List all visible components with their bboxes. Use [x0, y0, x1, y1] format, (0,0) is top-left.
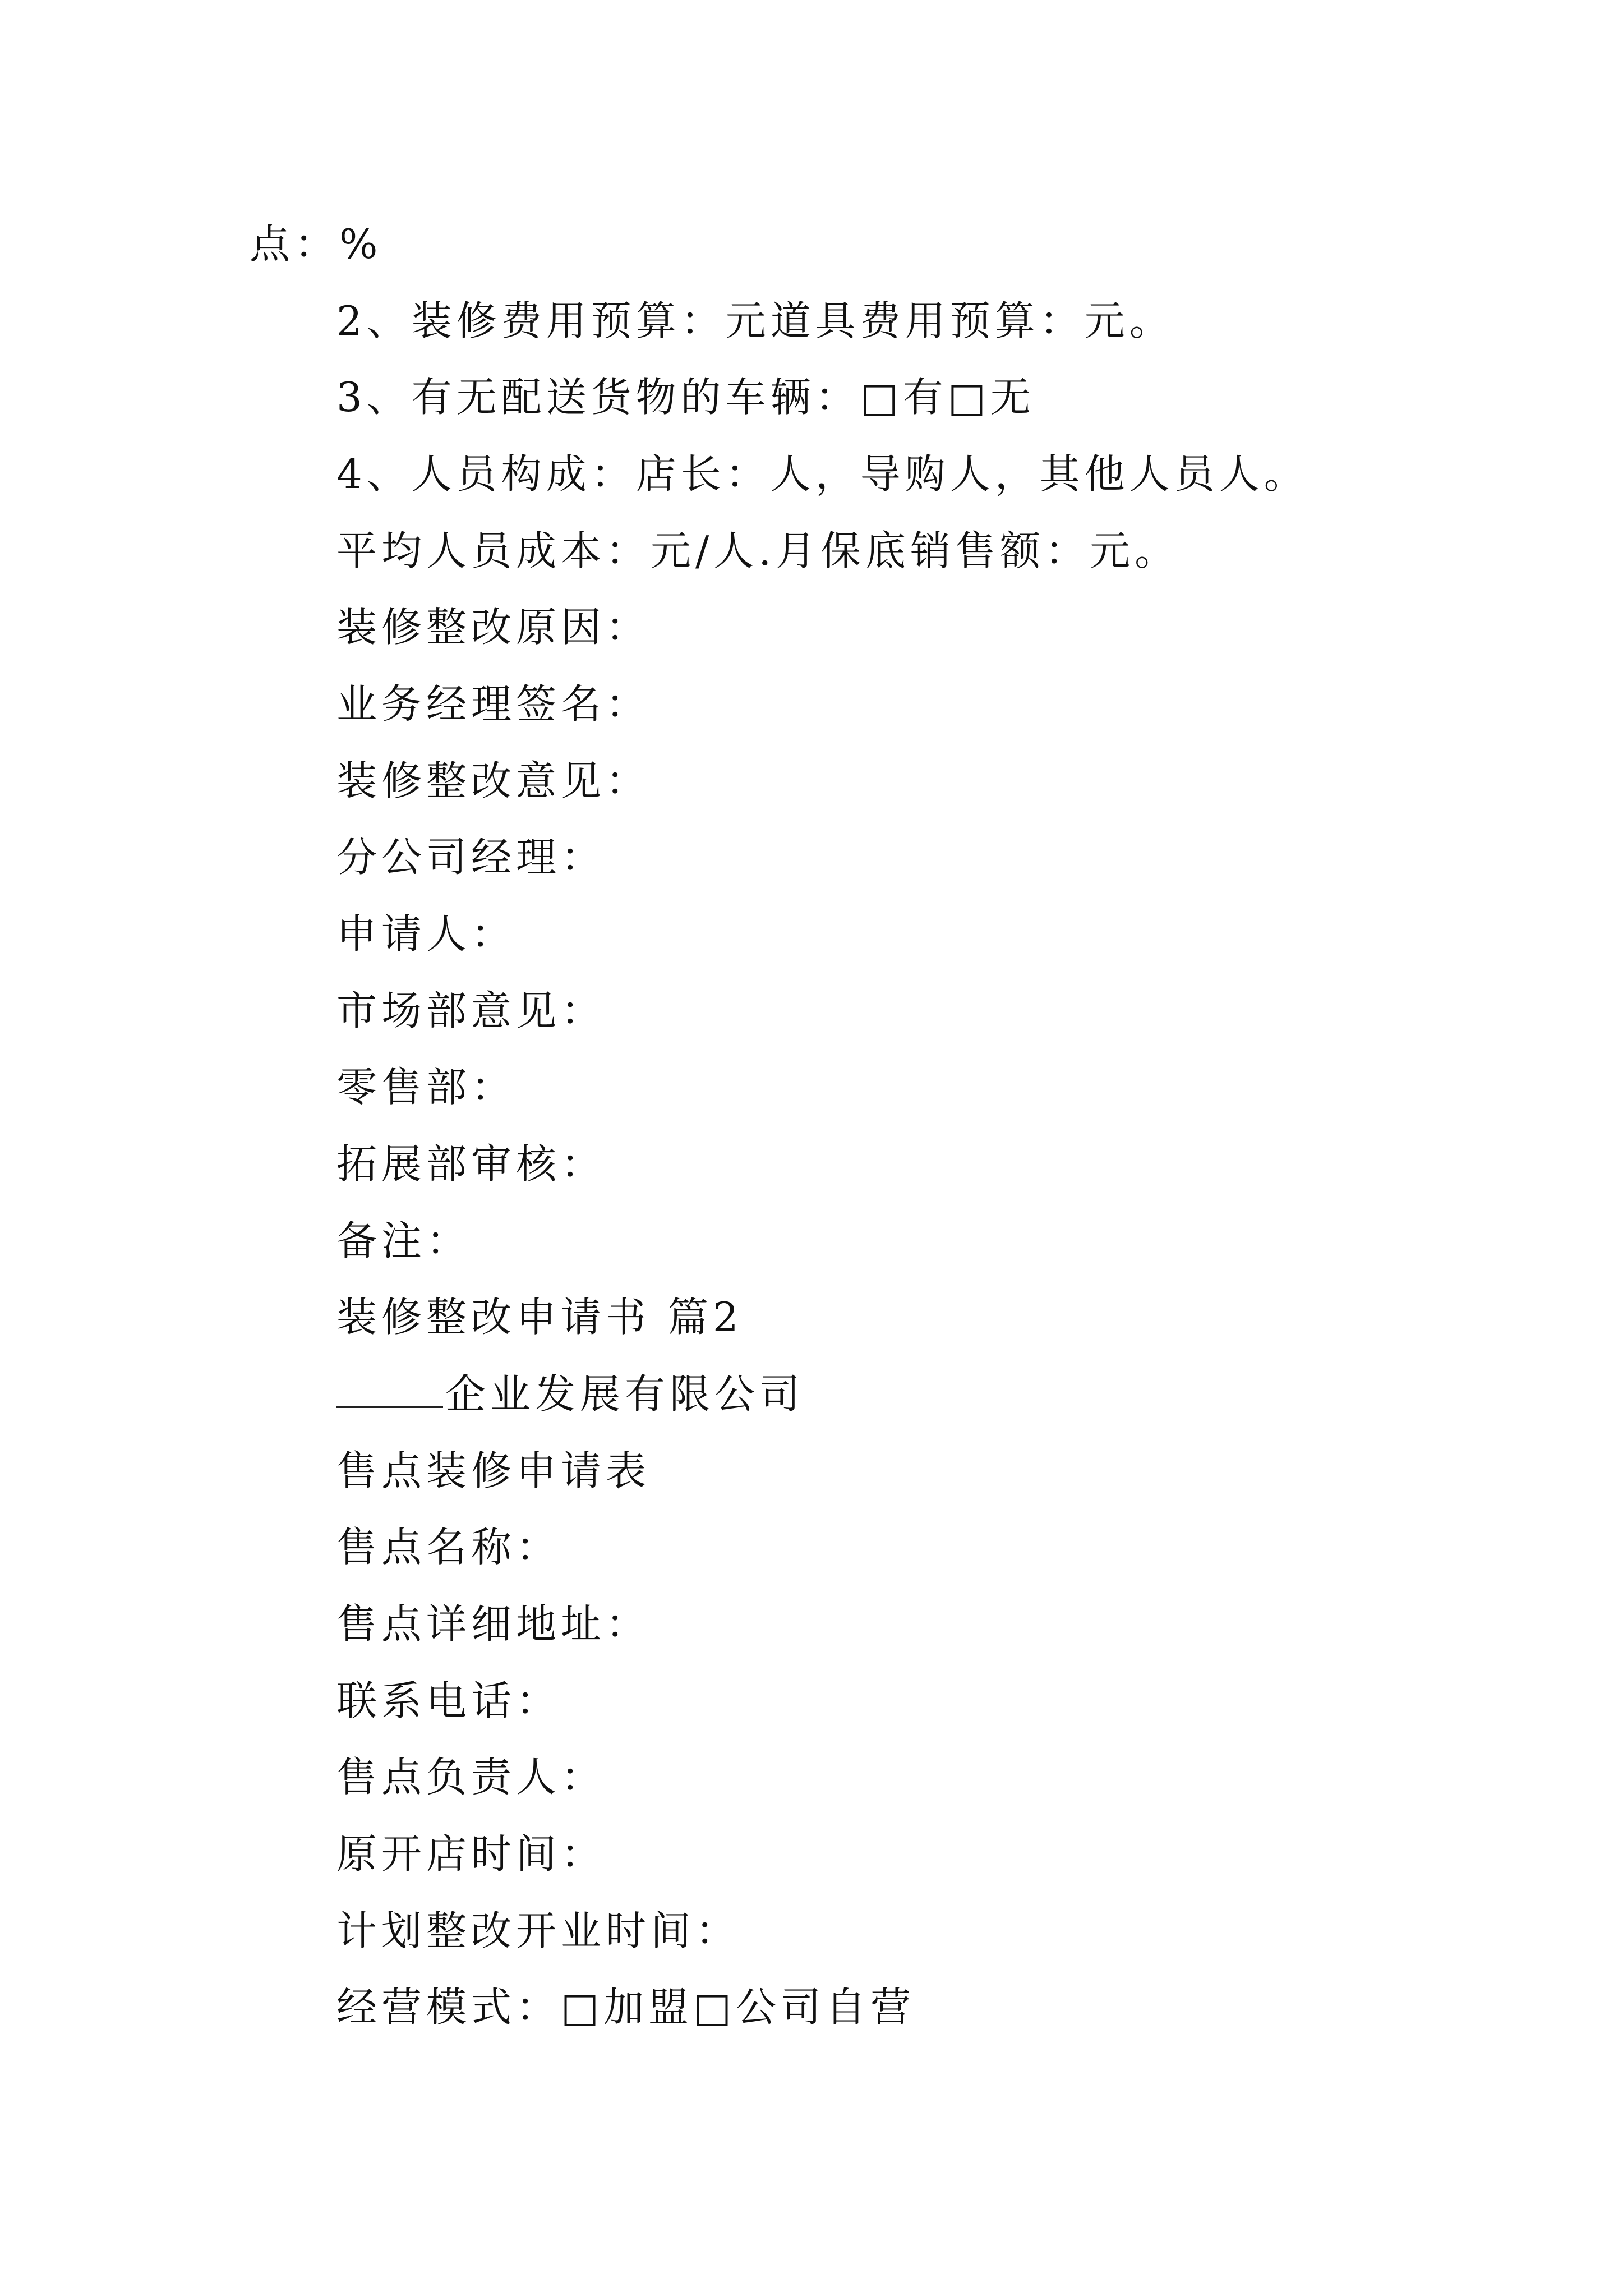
line-outlet-name: 售点名称： — [336, 1524, 561, 1571]
section-title-2: 装修整改申请书 篇2 — [336, 1294, 743, 1341]
line-staff-composition: 4、人员构成：店长：人，导购人，其他人员人。 — [336, 450, 1309, 498]
line-manager-signature: 业务经理签名： — [336, 680, 651, 728]
line-renovation-budget: 2、装修费用预算：元道具费用预算：元。 — [336, 297, 1174, 344]
line-remarks: 备注： — [336, 1217, 472, 1264]
line-percent: 点：% — [250, 220, 382, 268]
line-delivery-vehicle: 3、有无配送货物的车辆：□有□无 — [336, 374, 1035, 421]
line-staff-cost: 平均人员成本：元/人.月保底销售额：元。 — [336, 527, 1180, 574]
line-business-mode: 经营模式：□加盟□公司自营 — [336, 1984, 916, 2031]
line-branch-manager: 分公司经理： — [336, 834, 606, 881]
line-renovation-opinion: 装修整改意见： — [336, 757, 651, 804]
line-company-name — [336, 1366, 804, 1422]
line-planned-open-time: 计划整改开业时间： — [336, 1907, 741, 1954]
line-marketing-opinion: 市场部意见： — [336, 987, 606, 1034]
line-retail-dept: 零售部： — [336, 1064, 517, 1111]
line-renovation-reason: 装修整改原因： — [336, 604, 651, 651]
company-name-blank — [336, 1372, 443, 1408]
line-applicant: 申请人： — [336, 910, 517, 958]
line-phone: 联系电话： — [336, 1677, 561, 1724]
line-original-open-time: 原开店时间： — [336, 1830, 606, 1878]
line-outlet-address: 售点详细地址： — [336, 1600, 651, 1648]
company-name-text: 企业发展有限公司 — [445, 1370, 805, 1418]
line-outlet-manager: 售点负责人： — [336, 1754, 606, 1801]
line-expansion-review: 拓展部审核： — [336, 1140, 606, 1188]
line-form-title: 售点装修申请表 — [336, 1447, 651, 1494]
